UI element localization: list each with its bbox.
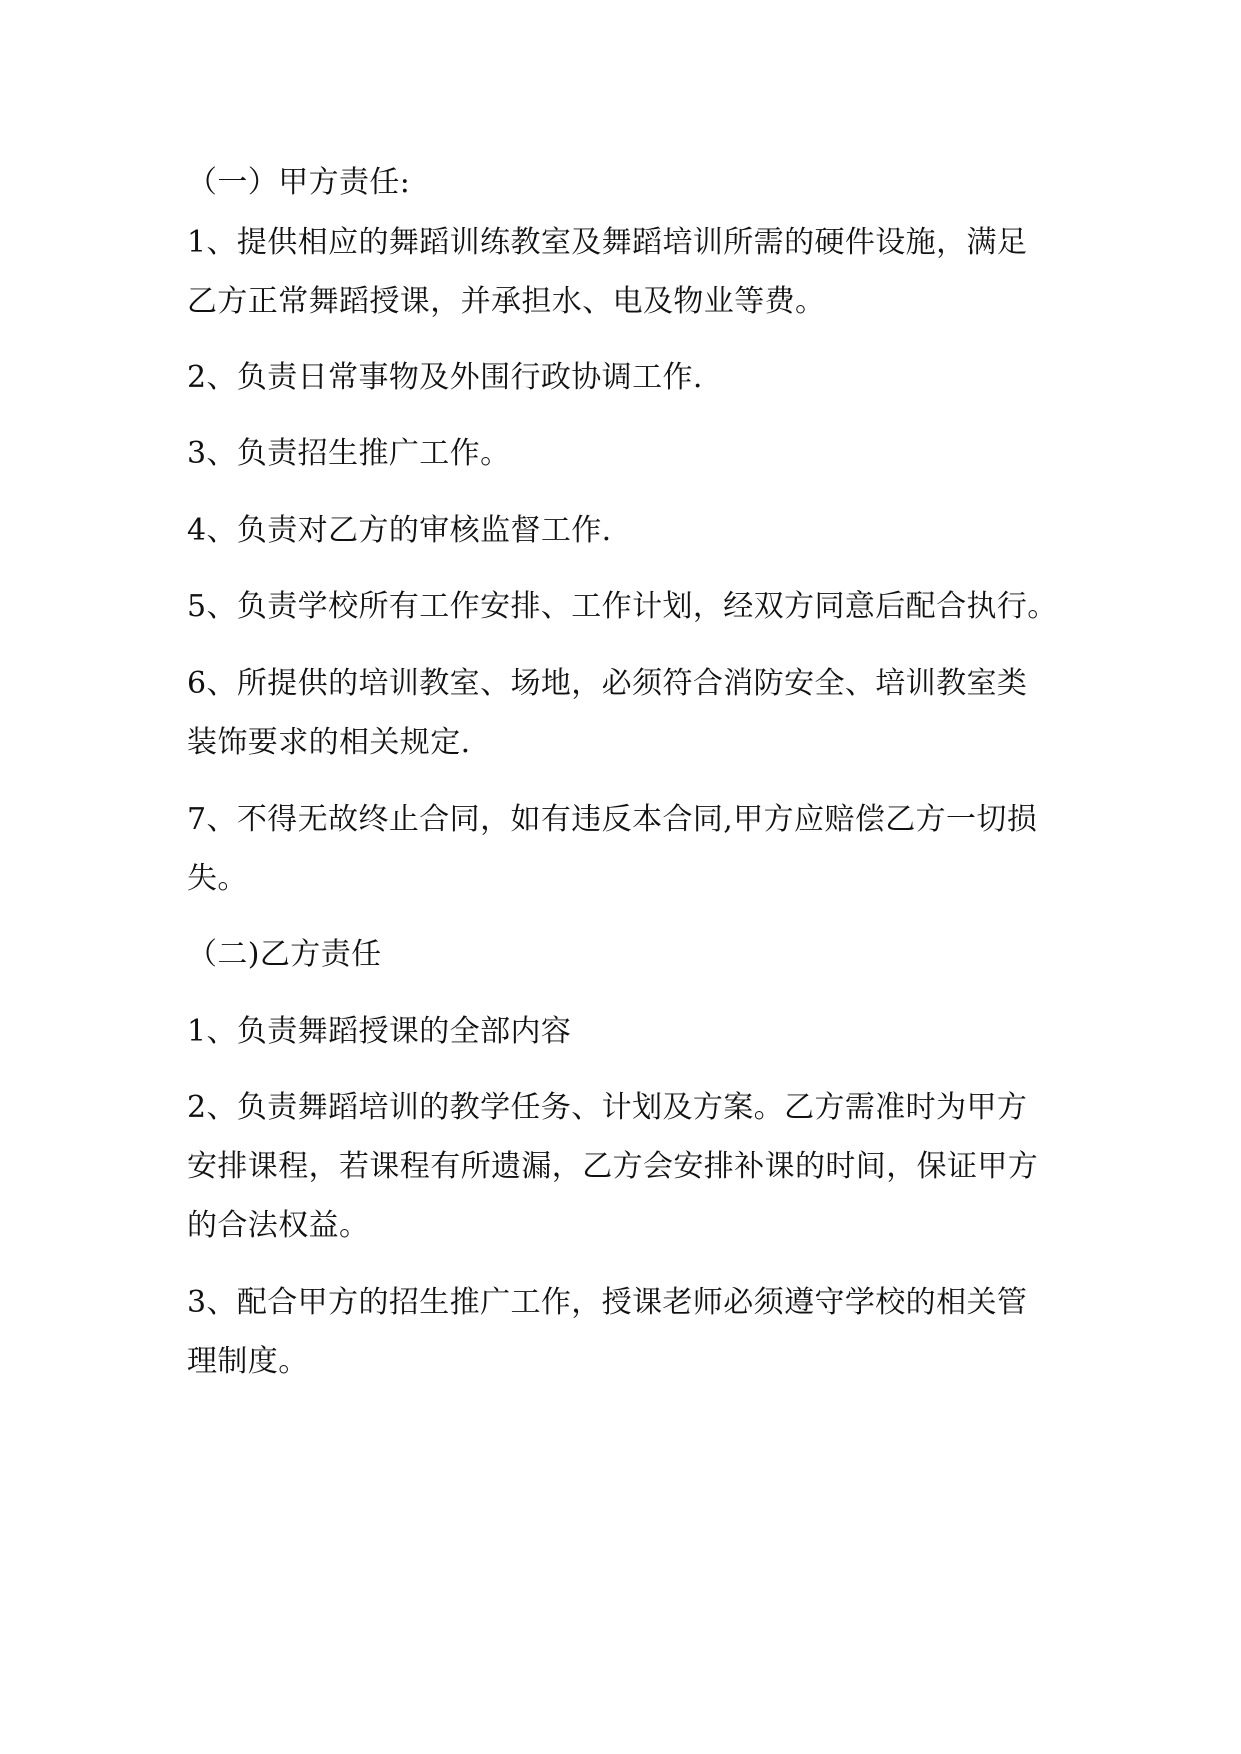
paragraph-line: 5、负责学校所有工作安排、工作计划，经双方同意后配合执行。 <box>187 589 1058 624</box>
paragraph-line: 安排课程，若课程有所遗漏，乙方会安排补课的时间，保证甲方 <box>187 1149 1039 1184</box>
section-heading-party-b: （二)乙方责任 <box>187 937 382 972</box>
paragraph-line: 4、负责对乙方的审核监督工作. <box>187 513 612 548</box>
paragraph-line: 7、不得无故终止合同，如有违反本合同,甲方应赔偿乙方一切损 <box>187 802 1038 837</box>
paragraph-line: 乙方正常舞蹈授课，并承担水、电及物业等费。 <box>187 284 826 319</box>
paragraph-line: 3、负责招生推广工作。 <box>187 436 511 471</box>
section-heading-party-a: （一）甲方责任: <box>187 165 411 200</box>
paragraph-line: 1、负责舞蹈授课的全部内容 <box>187 1014 572 1049</box>
paragraph-line: 6、所提供的培训教室、场地，必须符合消防安全、培训教室类 <box>187 666 1028 701</box>
paragraph-line: 理制度。 <box>187 1344 309 1379</box>
paragraph-line: 1、提供相应的舞蹈训练教室及舞蹈培训所需的硬件设施，满足 <box>187 225 1028 260</box>
paragraph-line: 失。 <box>187 861 248 896</box>
paragraph-line: 的合法权益。 <box>187 1208 370 1243</box>
paragraph-line: 3、配合甲方的招生推广工作，授课老师必须遵守学校的相关管 <box>187 1285 1028 1320</box>
paragraph-line: 装饰要求的相关规定. <box>187 725 471 760</box>
paragraph-line: 2、负责日常事物及外围行政协调工作. <box>187 360 703 395</box>
paragraph-line: 2、负责舞蹈培训的教学任务、计划及方案。乙方需准时为甲方 <box>187 1090 1028 1125</box>
